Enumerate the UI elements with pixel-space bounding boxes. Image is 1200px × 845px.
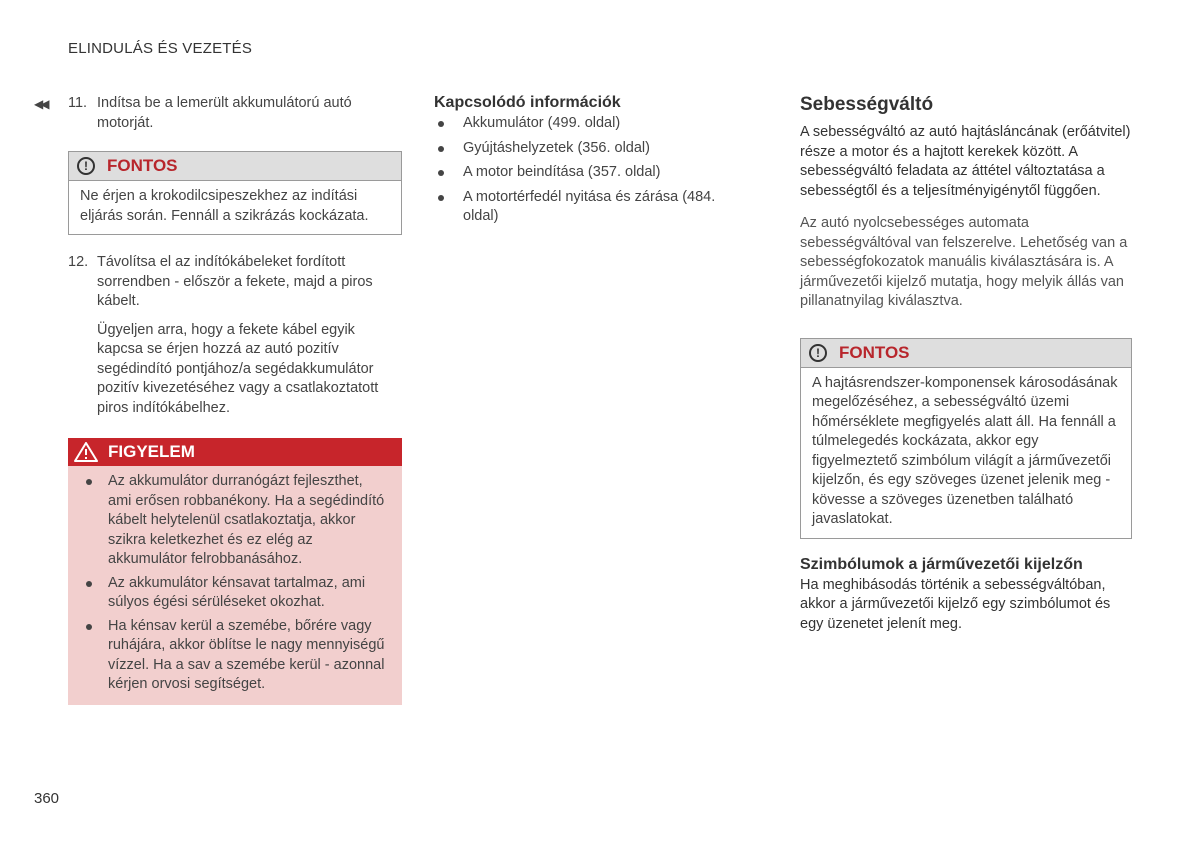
related-link[interactable]: Gyújtáshelyzetek (356. oldal) bbox=[434, 139, 724, 159]
lead-paragraph: A sebességváltó az autó hajtásláncának (erőátvitel) része a motor és a hajtott kerekek között. A sebességváltó feladata az áttétel változtatása a sebességtől és a teljesítményigénytől függően. bbox=[800, 124, 1131, 199]
subsection-text: Ha meghibásodás történik a sebességváltóban, akkor a járművezetői kijelző egy szimbólumot és egy üzenetet jelenít meg. bbox=[800, 576, 1111, 632]
warning-box bbox=[68, 438, 402, 705]
list-item: Az akkumulátor kénsavat tartalmaz, ami súlyos égési sérüléseket okozhat. bbox=[82, 574, 388, 613]
body-paragraph: Az autó nyolcsebességes automata sebességváltóval van felszerelve. Lehetőség van a sebességfokozatok manuális kiválasztására is. A járművezetői kijelző mutatja, hogy melyik állás van pillanatnyilag kiválasztva. bbox=[800, 215, 1128, 309]
warning-header bbox=[68, 438, 402, 466]
section-title: Sebességváltó bbox=[800, 94, 934, 115]
step-number: 12. bbox=[68, 254, 89, 270]
important-notice bbox=[68, 151, 402, 235]
page-header: ELINDULÁS ÉS VEZETÉS bbox=[68, 40, 253, 57]
notice-title: FONTOS bbox=[839, 342, 910, 362]
step-text: Indítsa be a lemerült akkumulátorú autó motorját. bbox=[97, 95, 352, 131]
related-link[interactable]: Akkumulátor (499. oldal) bbox=[434, 114, 724, 134]
step-11 bbox=[34, 94, 402, 133]
step-text: Távolítsa el az indítókábeleket fordított sorrendben - először a fekete, majd a piros kábelt. bbox=[97, 254, 373, 309]
notice-header bbox=[801, 339, 1131, 368]
exclamation-circle-icon: ! bbox=[809, 344, 827, 362]
warning-body bbox=[68, 466, 402, 705]
exclamation-circle-icon: ! bbox=[77, 157, 95, 175]
warning-list bbox=[82, 472, 388, 695]
important-notice bbox=[800, 338, 1132, 539]
double-chevron-left-icon[interactable]: ◀◀ bbox=[34, 97, 47, 111]
column-left bbox=[34, 94, 402, 705]
related-links bbox=[434, 114, 724, 227]
list-item: Ha kénsav kerül a szemébe, bőrére vagy ruhájára, akkor öblítse le nagy mennyiségű vízzel. Ha a sav a szemébe kerül - azonnal kérjen orvosi segítséget. bbox=[82, 617, 388, 695]
notice-title: FONTOS bbox=[107, 156, 178, 175]
column-middle bbox=[434, 94, 724, 232]
notice-text: Ne érjen a krokodilcsipeszekhez az indítási eljárás során. Fennáll a szikrázás kockázata. bbox=[80, 188, 369, 224]
notice-header bbox=[69, 152, 401, 181]
step-note: Ügyeljen arra, hogy a fekete kábel egyik kapcsa se érjen hozzá az autó pozitív segédindító pontjához/a segédakkumulátor pozitív kivezetéséhez vagy a csatlakoztatott piros indítókábelhez. bbox=[97, 321, 379, 416]
related-link[interactable]: A motor beindítása (357. oldal) bbox=[434, 163, 724, 183]
related-info-title: Kapcsolódó információk bbox=[434, 94, 621, 111]
related-link[interactable]: A motortérfedél nyitása és zárása (484. oldal) bbox=[434, 188, 724, 227]
step-12 bbox=[34, 253, 402, 418]
step-number: 11. bbox=[68, 95, 88, 111]
list-item: Az akkumulátor durranógázt fejleszthet, ami erősen robbanékony. Ha a segédindító kábelt helytelenül csatlakoztatja, akkor szikra keletkezhet és ez elég az akkumulátor felrobbanásához. bbox=[82, 472, 388, 570]
warning-title: FIGYELEM bbox=[108, 442, 195, 461]
warning-triangle-icon bbox=[74, 442, 98, 462]
subsection-title: Szimbólumok a járművezetői kijelzőn bbox=[800, 555, 1083, 573]
notice-text: A hajtásrendszer-komponensek károsodásának megelőzéséhez, a sebességváltó üzemi hőmérséklete megfigyelés alatt áll. Ha fennáll a túlmelegedés kockázata, akkor egy figyelmeztető szimbólum világít a járművezetői kijelzőn, és egy szöveges üzenet jelenik meg - kövesse a szöveges üzenetben található javaslatokat. bbox=[812, 374, 1118, 527]
column-right bbox=[800, 94, 1132, 634]
page-number: 360 bbox=[34, 790, 60, 807]
